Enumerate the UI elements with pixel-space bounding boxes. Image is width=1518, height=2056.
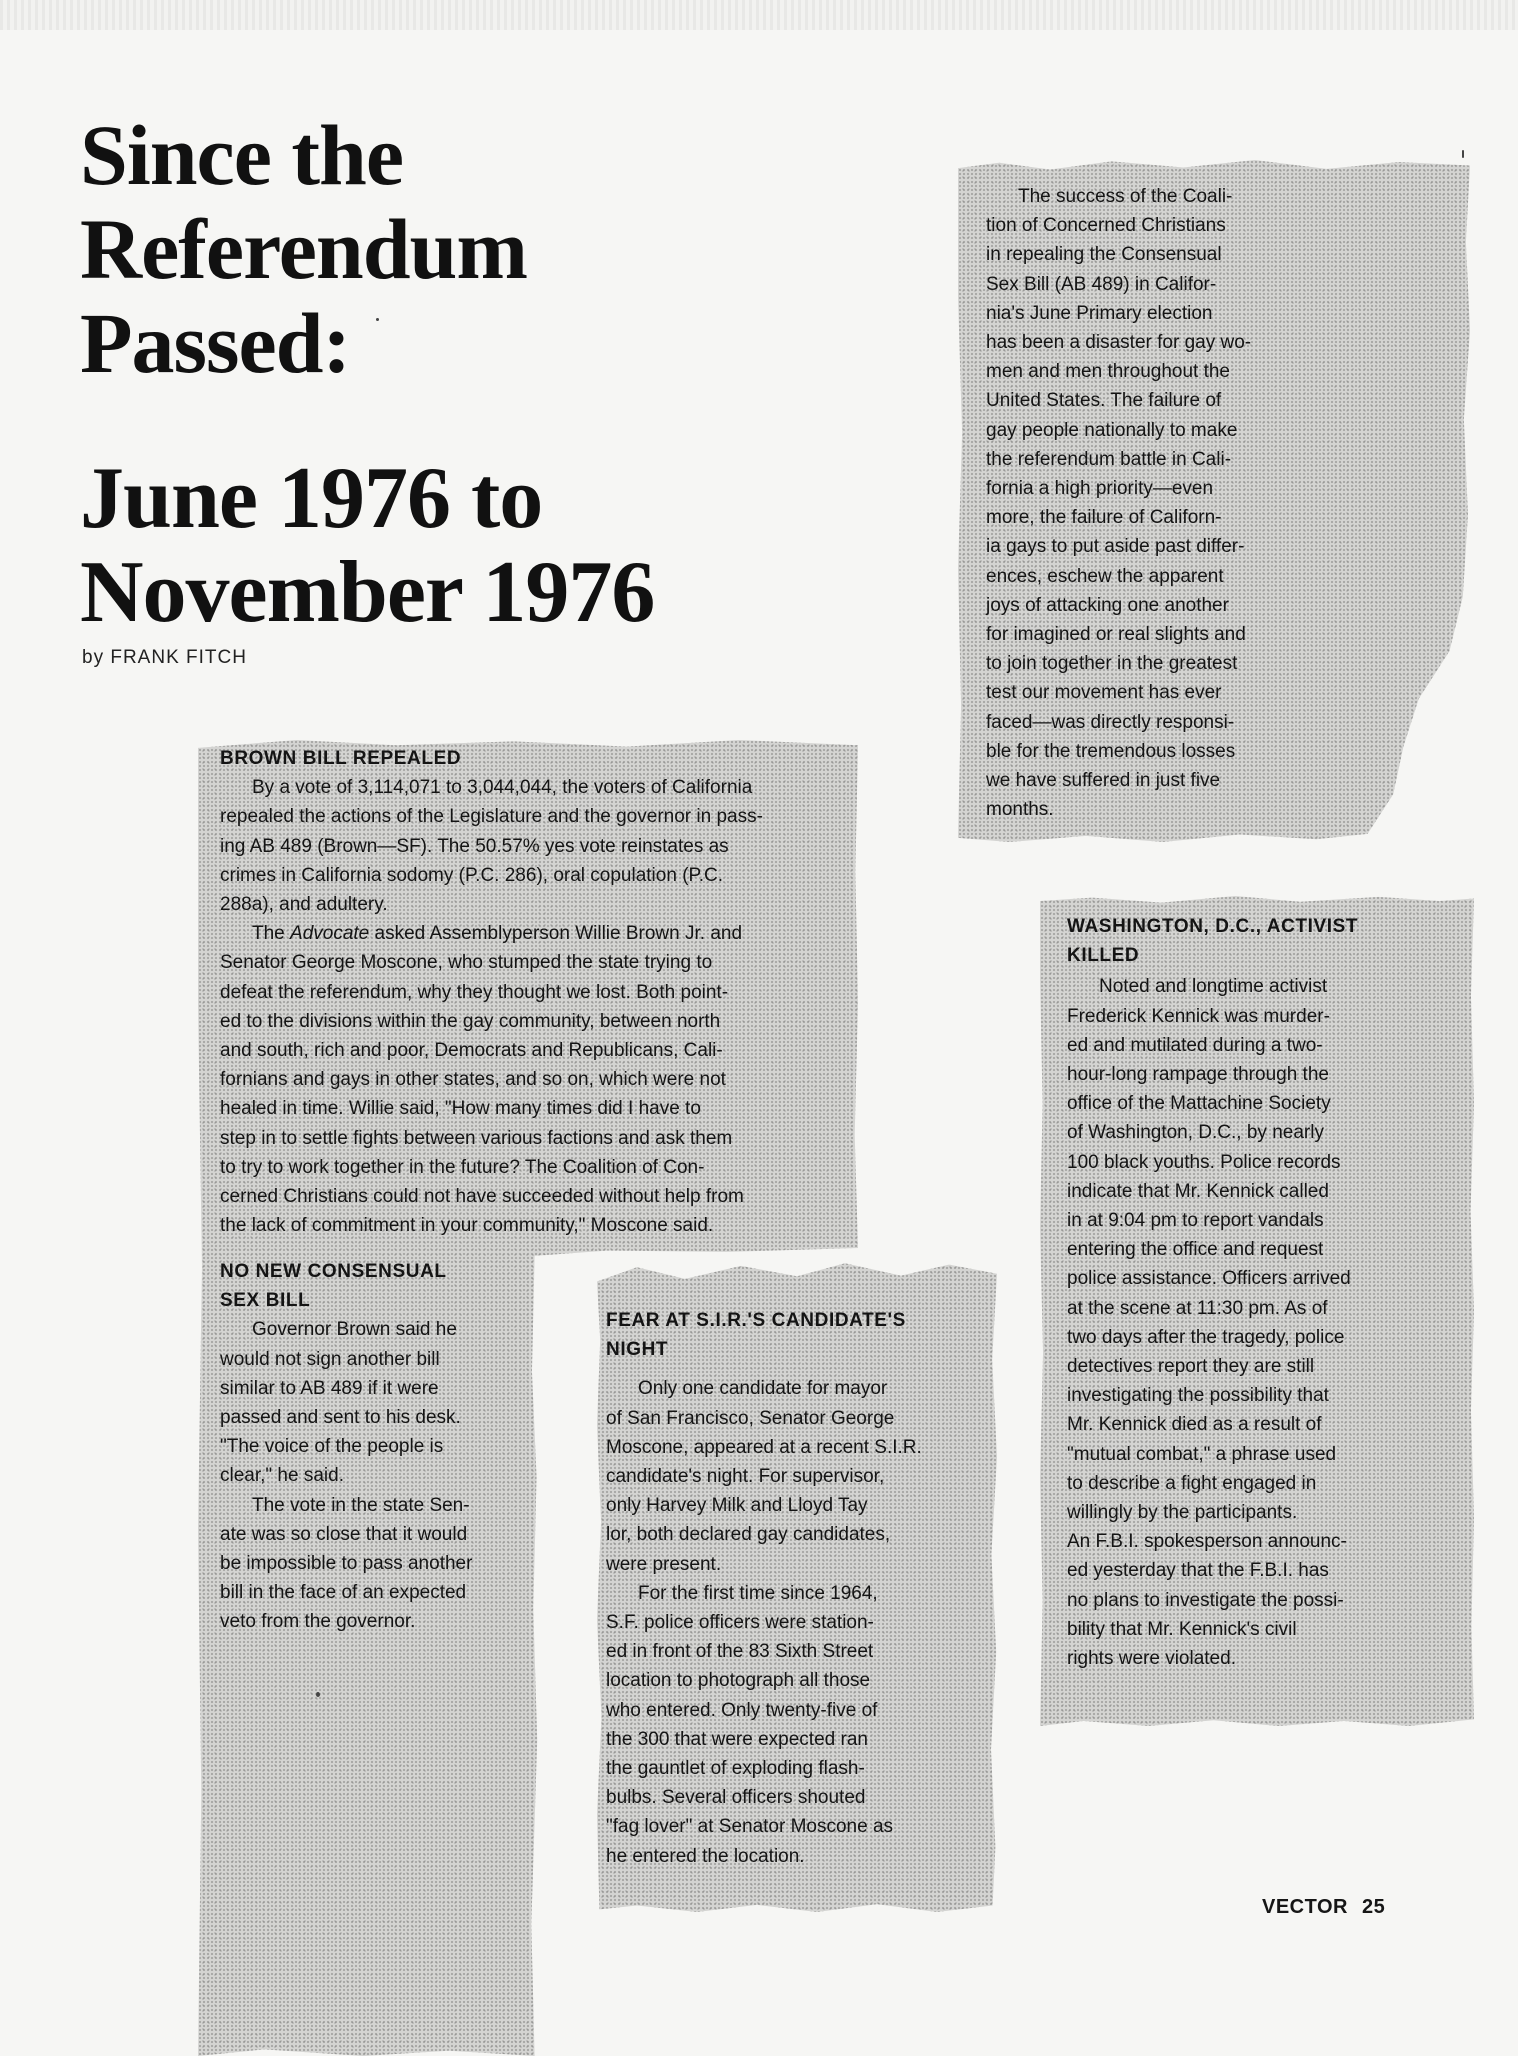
- text-line: bulbs. Several officers shouted: [606, 1787, 866, 1809]
- text-line: to try to work together in the future? The Coalition of Con-: [220, 1156, 705, 1178]
- text-line: and south, rich and poor, Democrats and Republicans, Cali-: [220, 1040, 723, 1062]
- text-line: fornia a high priority—even: [986, 478, 1214, 500]
- text-line: An F.B.I. spokesperson announc-: [1067, 1531, 1347, 1553]
- section-heading: NO NEW CONSENSUAL: [220, 1261, 447, 1282]
- text-line: in at 9:04 pm to report vandals: [1067, 1210, 1324, 1232]
- text-line: ble for the tremendous losses: [986, 740, 1236, 762]
- publication-name: VECTOR: [1262, 1896, 1348, 1918]
- text-line: "The voice of the people is: [220, 1436, 444, 1458]
- text-line: test our movement has ever: [986, 682, 1222, 704]
- text-line: ed yesterday that the F.B.I. has: [1067, 1560, 1329, 1582]
- text-line: Moscone, appeared at a recent S.I.R.: [606, 1436, 922, 1458]
- text-line: for imagined or real slights and: [986, 624, 1246, 646]
- section-heading: BROWN BILL REPEALED: [220, 748, 462, 769]
- text-line: ed in front of the 83 Sixth Street: [606, 1641, 874, 1663]
- text-line: For the first time since 1964,: [638, 1582, 878, 1604]
- text-line: to describe a fight engaged in: [1067, 1472, 1317, 1494]
- text-line: faced—was directly responsi-: [986, 711, 1235, 733]
- text-line: Noted and longtime activist: [1099, 976, 1328, 998]
- title-line: Referendum: [80, 201, 528, 297]
- text-fragment: asked Assemblyperson Willie Brown Jr. and: [369, 923, 743, 945]
- text-line: location to photograph all those: [606, 1670, 871, 1692]
- publication-name: Advocate: [290, 923, 370, 945]
- text-line: willingly by the participants.: [1067, 1502, 1298, 1524]
- text-line: the 300 that were expected ran: [606, 1728, 868, 1750]
- print-speck: [316, 1692, 320, 1697]
- fear-article: [606, 1306, 922, 1871]
- no-new-bill-article: [220, 1257, 472, 1637]
- text-line: repealed the actions of the Legislature and the governor in pass-: [220, 806, 763, 828]
- intro-text: [986, 182, 1251, 824]
- text-line: lor, both declared gay candidates,: [606, 1524, 891, 1546]
- text-line: ia gays to put aside past differ-: [986, 536, 1245, 558]
- text-line: office of the Mattachine Society: [1067, 1093, 1331, 1115]
- text-line: Sex Bill (AB 489) in Califor-: [986, 273, 1217, 295]
- text-line: who entered. Only twenty-five of: [606, 1699, 878, 1721]
- section-heading: FEAR AT S.I.R.'S CANDIDATE'S: [606, 1310, 906, 1331]
- text-line: Senator George Moscone, who stumped the state trying to: [220, 952, 713, 974]
- print-speck: [1462, 150, 1464, 158]
- page-footer: [1262, 1896, 1385, 1919]
- subtitle-line: November 1976: [80, 544, 655, 641]
- text-line: tion of Concerned Christians: [986, 215, 1226, 237]
- section-heading: SEX BILL: [220, 1290, 311, 1312]
- scan-edge: [0, 0, 1518, 30]
- section-heading: NIGHT: [606, 1339, 669, 1361]
- title-line: Passed:: [80, 295, 351, 391]
- text-line: indicate that Mr. Kennick called: [1067, 1180, 1329, 1202]
- text-line: bill in the face of an expected: [220, 1582, 467, 1604]
- text-line: in repealing the Consensual: [986, 244, 1222, 266]
- brown-bill-article: [220, 744, 763, 1240]
- text-line: hour-long rampage through the: [1067, 1064, 1329, 1086]
- text-line: at the scene at 11:30 pm. As of: [1067, 1297, 1328, 1319]
- text-line: the gauntlet of exploding flash-: [606, 1758, 865, 1780]
- text-line: of Washington, D.C., by nearly: [1067, 1122, 1324, 1144]
- text-line: ed to the divisions within the gay community, between north: [220, 1010, 721, 1032]
- text-line: fornians and gays in other states, and so on, which were not: [220, 1069, 726, 1091]
- text-line: nia's June Primary election: [986, 302, 1213, 324]
- text-line: to join together in the greatest: [986, 653, 1238, 675]
- byline: by FRANK FITCH: [82, 647, 247, 668]
- text-line: healed in time. Willie said, "How many times did I have to: [220, 1098, 701, 1120]
- text-line: clear," he said.: [220, 1465, 344, 1487]
- text-line: police assistance. Officers arrived: [1067, 1268, 1351, 1290]
- text-line: cerned Christians could not have succeeded without help from: [220, 1186, 744, 1208]
- text-line: bility that Mr. Kennick's civil: [1067, 1618, 1297, 1640]
- page-title: [80, 108, 527, 390]
- text-line: entering the office and request: [1067, 1239, 1324, 1261]
- text-line: [220, 919, 763, 948]
- text-line: the lack of commitment in your community," Moscone said.: [220, 1215, 714, 1237]
- page-subtitle: [80, 452, 654, 640]
- text-line: step in to settle fights between various factions and ask them: [220, 1127, 733, 1149]
- text-line: he entered the location.: [606, 1845, 805, 1867]
- text-line: more, the failure of Californ-: [986, 507, 1222, 529]
- text-line: ing AB 489 (Brown—SF). The 50.57% yes vote reinstates as: [220, 835, 729, 857]
- washington-article: [1067, 912, 1358, 1673]
- section-heading: WASHINGTON, D.C., ACTIVIST: [1067, 916, 1359, 937]
- text-line: ed and mutilated during a two-: [1067, 1034, 1323, 1056]
- text-line: United States. The failure of: [986, 390, 1222, 412]
- text-line: we have suffered in just five: [986, 770, 1221, 792]
- text-line: By a vote of 3,114,071 to 3,044,044, the voters of California: [252, 777, 753, 799]
- text-line: joys of attacking one another: [986, 594, 1229, 616]
- text-line: candidate's night. For supervisor,: [606, 1466, 885, 1488]
- text-line: only Harvey Milk and Lloyd Tay: [606, 1495, 868, 1517]
- subtitle-line: June 1976 to: [80, 450, 543, 547]
- text-line: months.: [986, 799, 1054, 821]
- text-line: detectives report they are still: [1067, 1356, 1315, 1378]
- text-line: Only one candidate for mayor: [638, 1378, 888, 1400]
- text-line: Mr. Kennick died as a result of: [1067, 1414, 1322, 1436]
- text-line: has been a disaster for gay wo-: [986, 332, 1252, 354]
- text-line: gay people nationally to make: [986, 419, 1238, 441]
- text-line: crimes in California sodomy (P.C. 286), oral copulation (P.C.: [220, 864, 724, 886]
- title-line: Since the: [80, 107, 404, 203]
- text-line: defeat the referendum, why they thought we lost. Both point-: [220, 981, 729, 1003]
- text-line: be impossible to pass another: [220, 1553, 473, 1575]
- text-line: were present.: [606, 1553, 722, 1575]
- text-line: The success of the Coali-: [1018, 186, 1233, 207]
- text-line: ate was so close that it would: [220, 1523, 468, 1545]
- text-line: "mutual combat," a phrase used: [1067, 1443, 1337, 1465]
- page-number: 25: [1361, 1896, 1386, 1918]
- text-line: 100 black youths. Police records: [1067, 1151, 1341, 1173]
- text-line: no plans to investigate the possi-: [1067, 1589, 1344, 1611]
- text-line: would not sign another bill: [220, 1348, 440, 1370]
- text-line: two days after the tragedy, police: [1067, 1326, 1345, 1348]
- text-line: of San Francisco, Senator George: [606, 1407, 895, 1429]
- text-line: rights were violated.: [1067, 1648, 1236, 1670]
- text-line: investigating the possibility that: [1067, 1385, 1329, 1407]
- print-speck: [376, 318, 379, 321]
- text-line: the referendum battle in Cali-: [986, 448, 1232, 470]
- text-line: "fag lover" at Senator Moscone as: [606, 1816, 894, 1838]
- text-line: similar to AB 489 if it were: [220, 1377, 439, 1399]
- text-line: The vote in the state Sen-: [252, 1494, 470, 1516]
- text-line: passed and sent to his desk.: [220, 1407, 461, 1429]
- text-line: Governor Brown said he: [252, 1319, 457, 1341]
- section-heading: KILLED: [1067, 945, 1140, 967]
- text-line: ences, eschew the apparent: [986, 565, 1224, 587]
- text-line: S.F. police officers were station-: [606, 1612, 874, 1634]
- text-line: 288a), and adultery.: [220, 894, 388, 916]
- text-fragment: The: [252, 923, 291, 945]
- text-line: men and men throughout the: [986, 361, 1231, 383]
- text-line: Frederick Kennick was murder-: [1067, 1005, 1330, 1027]
- text-line: veto from the governor.: [220, 1611, 416, 1633]
